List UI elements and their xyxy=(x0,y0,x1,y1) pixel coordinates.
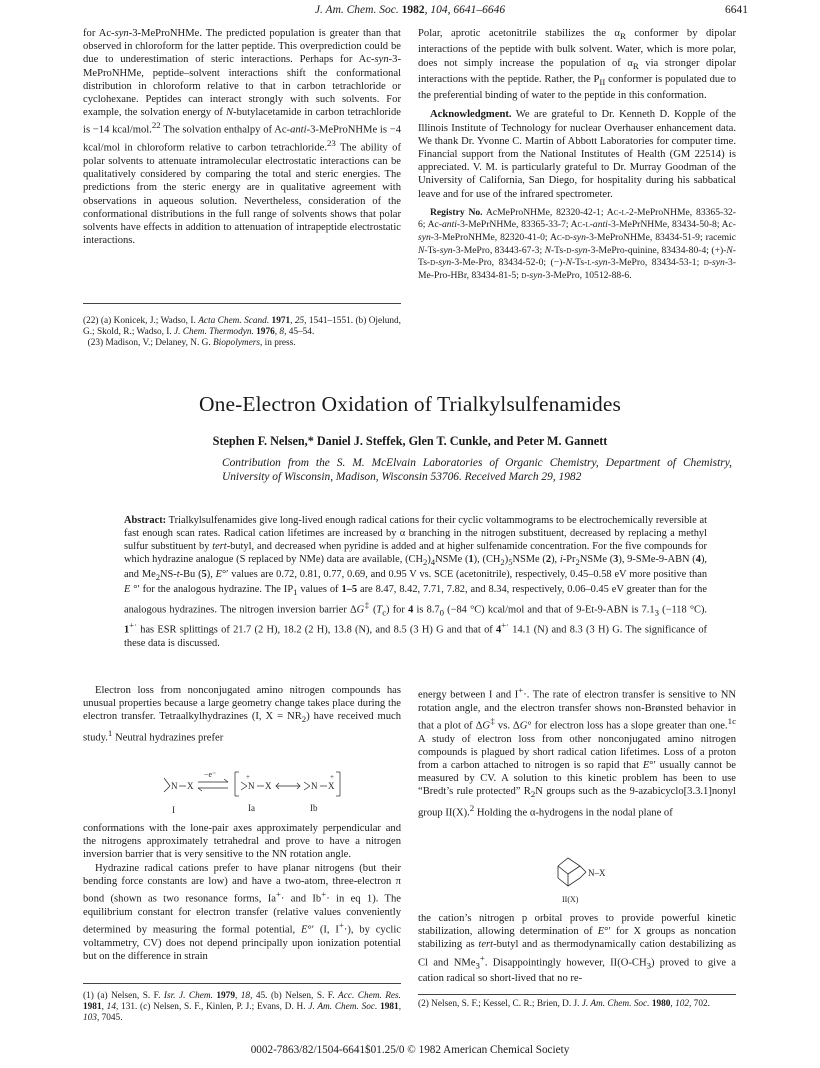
body-paragraph-4: energy between I and I+·. The rate of electron transfer is sensitive to NN rotation angle, and the electron transfer shows non-Brønsted behavior in that a plot of ΔG‡ vs. ΔG° for electron loss has a slope greater than one.$^{1c}$ A study of electron loss from other nonconjugated amino nitrogen compounds is plagued by short radical cation lifetimes. Loss of a proton from a carbon attached to nitrogen is so rapid that E°′ usually cannot be measured by CV. A solution to this kinetic problem has been to use “Bredt’s rule protected” $R_2N$ groups such as the 9-azabicyclo[3.3.1]nonyl group II(X).$^2$ Holding the α-hydrogens in the nodal plane of xyxy=(418,685,737,819)
label-IIX: II(X) xyxy=(562,895,579,904)
contribution-affiliation: Contribution from the S. M. McElvain Laboratories of Organic Chemistry, Department of Chemistry, University of Wisconsin, Madison, Wisconsin 53706. Received March 29, 1982 xyxy=(222,457,732,484)
svg-text:N: N xyxy=(248,781,255,791)
prev-article-footnotes xyxy=(83,316,401,350)
footnote-rule-2 xyxy=(83,983,401,984)
body-paragraph-3: Hydrazine radical cations prefer to have planar nitrogens (but their bending force constants are low) and have a two-atom, three-electron π bond (shown as two resonance forms, Ia+· and Ib+· in eq 1). The equilibrium constant for electron transfer (relative values conveniently determined by measuring the formal potential, E°′ (I, I+·), by cyclic voltammetry, CV) does not depend principally upon ionization potential but on the difference in strain xyxy=(83,862,401,962)
body-paragraph-5: the cation’s nitrogen p orbital proves to provide powerful kinetic stabilization, allowing determination of E°′ for X groups as noncation stabilizing as tert-butyl and as thermodynamically cation destabilizing as Cl and NMe$_3$+. Disappointingly however, $II(O-CH_3)$ proved to give a cation radical so short-lived that no re- xyxy=(418,913,737,985)
scheme-1-equation xyxy=(150,764,380,818)
body-paragraph-2: conformations with the lone-pair axes approximately perpendicular and the nitrogens approximately tetrahedral and prove to have a nitrogen inversion barrier that is very sensitive to the NN rotation angle. xyxy=(83,823,401,861)
footnote-2-text: (2) Nelsen, S. F.; Kessel, C. R.; Brien, D. J. J. Am. Chem. Soc. 1980, 102, 702. xyxy=(418,999,710,1009)
article-title: One-Electron Oxidation of Trialkylsulfenamides xyxy=(199,392,621,416)
journal-volume-pages: , 104, 6641–6646 xyxy=(424,4,506,16)
svg-text:+: + xyxy=(330,773,334,781)
registry-numbers: Registry No. AcMeProNHMe, 82320-42-1; Ac-l-2-MeProNHMe, 83365-32-6; Ac-anti-3-MePrNHMe, 83365-33-7; Ac-l-anti-3-MePrNHMe, 83434-50-8; Ac-syn-3-MeProNHMe, 82320-41-0; Ac-d-syn-3-MeProNHMe, 83434-51-9; racemic N-Ts-syn-3-MePro, 83443-67-3; N-Ts-d-syn-3-MePro-quinine, 83434-80-4; (+)-N-Ts-d-syn-3-Me-Pro, 83434-52-0; (−)-N-Ts-l-syn-3-MePro, 83434-53-1; d-syn-3-Me-Pro-HBr, 83434-81-5; d-syn-3-MePro, 10512-88-6. xyxy=(418,206,736,281)
svg-text:N: N xyxy=(171,781,178,791)
body-footnote-2 xyxy=(418,999,736,1010)
body-right-column xyxy=(418,684,736,820)
page-footer: 0002-7863/82/1504-6641$01.25/0 © 1982 American Chemical Society xyxy=(250,1044,570,1056)
journal-name: J. Am. Chem. Soc. xyxy=(314,4,399,16)
running-header xyxy=(0,4,820,22)
footnote-rule-3 xyxy=(418,994,736,995)
journal-year: 1982 xyxy=(401,4,425,16)
svg-text:X: X xyxy=(187,781,194,791)
nx-label: N–X xyxy=(588,868,606,878)
label-Ib: Ib xyxy=(310,803,318,813)
svg-text:X: X xyxy=(265,781,272,791)
acknowledgment: Acknowledgment. We are grateful to Dr. Kenneth D. Kopple of the Illinois Institute of Technology for nuclear Overhauser enhancement data. We thank Dr. Yvonne C. Martin of Abbott Laboratories for computer time. Financial support from the National Institutes of Health (GM 22514) is appreciated. V. M. is particularly grateful to Dr. Murray Goodman of the University of California, San Diego, for hospitality during his sabbatical leave and for use of the infrared spectrometer. xyxy=(418,109,736,200)
label-Ia: Ia xyxy=(248,803,255,813)
footnote-1-text: (1) (a) Nelsen, S. F. Isr. J. Chem. 1979, 18, 45. (b) Nelsen, S. F. Acc. Chem. Res. 1981, 14, 131. (c) Nelsen, S. F., Kinlen, P. J.; Evans, D. H. J. Am. Chem. Soc. 1981, 103, 7045. xyxy=(83,991,402,1024)
prev-article-footnote-text: (22) (a) Konicek, J.; Wadso, I. Acta Chem. Scand. 1971, 25, 1541–1551. (b) Ojelund, G.; Skold, R.; Wadso, I. J. Chem. Thermodyn. 1976, 8, 45–54. (23) Madison, V.; Delaney, N. G. Biopolymers, in press. xyxy=(83,316,401,349)
svg-text:N: N xyxy=(311,781,318,791)
footnote-rule xyxy=(83,303,401,304)
abstract-text: Abstract: Trialkylsulfenamides give long-lived enough radical cations for their cyclic voltammograms to be electrochemically reversible at fast enough scan rates. Radical cation lifetimes are increased by α branching in the nitrogen substituent, decreased by replacing a methyl sulfur substituent by tert-butyl, and decreased when pyridine is added and at higher sulfenamide concentration. For the five compounds for which hydrazine analogue (S replaced by NMe) data are available, $(CH_2)_4NSMe$ (1), $(CH_2)_5NSMe$ (2), $i-Pr_2NSMe$ (3), 9-SMe-9-ABN (4), and $Me_2NS-t-Bu$ (5), E°′ values are 0.72, 0.81, 0.77, 0.69, and 0.95 V vs. SCE (acetonitrile), respectively, 0.45–0.58 eV more positive than E °′ for the analogous hydrazine. The $IP_1$ values of 1–5 are 8.47, 8.42, 7.71, 7.82, and 8.34, respectively, 0.06–0.45 eV greater than for the analogous hydrazines. The nitrogen inversion barrier ΔG‡ $(T_c)$ for 4 is $8.7_0$ (−84 °C) kcal/mol and that of 9-Et-9-ABN is $7.1_3$ (−118 °C). 1+· has ESR splittings of 21.7 (2 H), 18.2 (2 H), 13.8 (N), and 8.5 (3 H) G and that of 4+· 14.1 (N) and 8.3 (3 H) G. The significance of these data is discussed. xyxy=(124,515,708,649)
abstract xyxy=(124,515,707,650)
prev-article-left-column xyxy=(83,27,401,247)
body-footnote-1 xyxy=(83,991,401,1025)
journal-citation xyxy=(0,4,820,16)
label-I: I xyxy=(172,805,175,815)
body-left-column xyxy=(83,684,401,744)
scheme-2-structure xyxy=(548,852,628,906)
page-number: 6641 xyxy=(725,4,748,16)
prev-article-right-column xyxy=(418,27,736,282)
svg-text:X: X xyxy=(328,781,335,791)
prev-article-left-text: for Ac-syn-3-MeProNHMe. The predicted population is greater than that observed in chloroform for the latter peptide. This overprediction could be due to underestimation of steric interactions. Perhaps for Ac-syn-3-MeProNHMe, peptide–solvent interactions shift the conformational distribution in chloroform relative to that in carbon tetrachloride or cyclohexane. Peptides can interact strongly with such solvents. For example, the solvation energy of N-butylacetamide in carbon tetrachloride is −14 kcal/mol.$^{22}$ The solvation enthalpy of Ac-anti-3-MeProNHMe is −4 kcal/mol in chloroform relative to carbon tetrachloride.$^{23}$ The ability of polar solvents to attenuate intramolecular electrostatic interactions can be qualitatively considered by comparing the total and steric energies. The predictions from the steric energy are in qualitative agreement with observations in aqueous solution. Nevertheless, consideration of the conformational distributions in the full range of solvents shows that polar solvents have effects in addition to attenuation of intrapeptide electrostatic interactions. xyxy=(83,28,401,247)
prev-article-right-text: Polar, aprotic acetonitrile stabilizes the $\alpha_R$ conformer by dipolar interactions of the peptide with bulk solvent. Water, which is more polar, does not simply increase the population of $\alpha_R$ via stronger dipolar interactions with the peptide. Rather, the $P_{II}$ conformer is populated due to the preferential binding of water to the peptide in this conformation. xyxy=(418,28,737,102)
body-paragraph-1: Electron loss from nonconjugated amino nitrogen compounds has unusual properties because a large geometry change takes place during the electron transfer. Tetraalkylhydrazines (I, $X = NR_2$) have received much study.$^1$ Neutral hydrazines prefer xyxy=(83,685,401,744)
body-right-column-cont xyxy=(418,912,736,986)
article-authors: Stephen F. Nelsen,* Daniel J. Steffek, Glen T. Cunkle, and Peter M. Gannett xyxy=(212,434,608,448)
svg-text:+: + xyxy=(246,773,250,781)
body-left-column-cont xyxy=(83,822,401,963)
minus-electron-label: −e⁻ xyxy=(204,770,217,779)
